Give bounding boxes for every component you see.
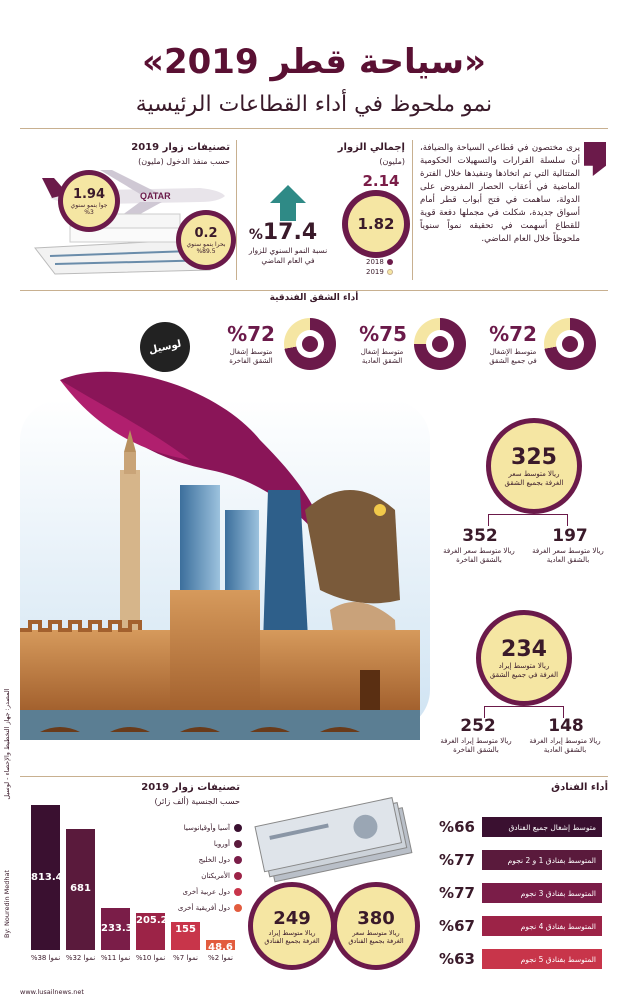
page-title: «سياحة قطر 2019» xyxy=(142,42,486,82)
growth-value: %17.4 xyxy=(248,220,318,245)
luxury-revenue-value: 252 xyxy=(460,716,496,736)
intro-text: يرى مختصون في قطاعي السياحة والضيافة، أن سلسلة القرارات والتسهيلات الحكومية المتتالية التي تم اتخاذها وتنفيذها خلال الفترة الماضية في أعقاب الحصار المفروض على الدولة، ساهمت في فتح أبواب قطر أمام أسواق جديدة، شكلت في مجملها دفعة قوية للقطاع أسهمت في تحقيقه نمواً سنوياً ملحوظاً خلال العام الماضي. xyxy=(420,143,580,244)
occupancy-label-3: متوسط إشغال الشقق الفاخرة xyxy=(229,348,273,365)
bottom-divider xyxy=(20,776,608,777)
occupancy-title: أداء الشقق الفندقية xyxy=(269,293,359,303)
hotel-label-all: متوسط إشغال جميع الفنادق xyxy=(482,817,602,837)
hotel-rate-label: ريالا متوسط سعر الغرفة بجميع الفنادق xyxy=(348,928,404,945)
legend-gulf: دول الخليج xyxy=(199,856,242,864)
avg-revenue-value: 234 xyxy=(501,636,547,662)
legend-europe: أوروبا xyxy=(214,840,242,848)
total-visitors-title: إجمالي الزوار xyxy=(337,142,405,153)
banknotes-icon xyxy=(248,792,426,892)
occupancy-pct-3: %72 xyxy=(227,322,275,346)
byline-text: By: Nouredin Medhat xyxy=(3,869,11,939)
entry-subtitle: حسب منفذ الدخول (مليون) xyxy=(138,157,230,166)
bar-value-label-6: 48.6 xyxy=(208,942,233,953)
airline-name: QATAR xyxy=(140,191,171,201)
normal-revenue-value: 148 xyxy=(548,716,584,736)
bar-value-label-2: 681 xyxy=(70,883,91,895)
sea-label: بحرا بنمو سنوي 89.5% xyxy=(186,240,226,255)
hotel-row-1-2-stars xyxy=(432,849,602,871)
avg-revenue-label: ريالا متوسط إيراد الغرفة في جميع الشقق xyxy=(489,661,559,679)
entry-title: تصنيفات زوار 2019 xyxy=(131,142,230,153)
legend-other-arab: دول عربية أخرى xyxy=(183,888,243,896)
donut-2-core xyxy=(432,336,448,352)
luxury-rate-label: ريالا متوسط سعر الغرفة بالشقق الفاخرة xyxy=(443,547,515,564)
luxury-revenue-label: ريالا متوسط إيراد الغرفة بالشقق الفاخرة xyxy=(440,737,512,754)
hotel-rate-value: 380 xyxy=(357,907,395,929)
lusail-stamp: لوسيل xyxy=(135,317,194,376)
hotel-label-4: المتوسط بفنادق 4 نجوم xyxy=(482,916,602,936)
bar-value-label-4: 205.2 xyxy=(136,915,168,927)
legend-other-africa: دول أفريقية أخرى xyxy=(178,904,242,912)
hotel-row-all xyxy=(432,816,602,838)
nationality-subtitle: حسب الجنسية (ألف زائر) xyxy=(154,797,240,806)
hotel-revenue-circle xyxy=(248,882,336,970)
bar-growth-label-1: %38 نموا xyxy=(30,954,61,962)
nationality-bar-chart xyxy=(28,800,238,990)
bar-growth-label-5: %7 نموا xyxy=(173,954,198,962)
legend-americas: الأمريكتان xyxy=(201,872,242,880)
bar-value-label-1: 813.4 xyxy=(31,871,63,883)
hotel-revenue-value: 249 xyxy=(273,907,311,929)
page-subtitle: نمو ملحوظ في أداء القطاعات الرئيسية xyxy=(135,92,493,117)
luxury-rate-value: 352 xyxy=(462,526,498,546)
normal-revenue-label: ريالا متوسط إيراد الغرفة بالشقق العادية xyxy=(529,737,601,754)
site-url[interactable]: www.lusailnews.net xyxy=(20,988,84,996)
qatar-landmarks-illustration xyxy=(0,360,440,770)
occupancy-pct-1: %72 xyxy=(489,322,537,346)
hotel-label-3: المتوسط بفنادق 3 نجوم xyxy=(482,883,602,903)
bar-value-label-5: 155 xyxy=(175,924,196,936)
occupancy-pct-2: %75 xyxy=(359,322,407,346)
growth-arrow-icon xyxy=(268,183,308,223)
hotel-row-3-stars xyxy=(432,882,602,904)
visitors-divider xyxy=(236,140,237,280)
hotel-label-5: المتوسط بفنادق 5 نجوم xyxy=(482,949,602,969)
hotel-pct-5: %63 xyxy=(439,950,475,968)
visitors-2018-value: 1.82 xyxy=(357,215,395,233)
normal-rate-label: ريالا متوسط سعر الغرفة بالشقق العادية xyxy=(532,547,604,564)
visitors-2019-value: 2.14 xyxy=(362,172,400,190)
header-divider xyxy=(20,128,608,129)
avg-rate-value: 325 xyxy=(511,444,557,470)
occupancy-label-1: متوسط الإشغال في جميع الشقق xyxy=(489,348,537,365)
donut-3-core xyxy=(302,336,318,352)
rate-connector xyxy=(488,514,568,526)
bar-growth-label-4: %10 نموا xyxy=(135,954,166,962)
hotel-row-4-stars xyxy=(432,915,602,937)
growth-label: نسبة النمو السنوي للزوار في العام الماضي xyxy=(248,246,328,265)
quote-mark xyxy=(584,142,606,176)
occupancy-label-2: متوسط إشغال الشقق العادية xyxy=(360,348,404,365)
legend-2018: 2018 xyxy=(366,258,393,266)
visitors-2018-circle xyxy=(348,196,404,252)
avg-rate-label: ريالا متوسط سعر الغرفة بجميع الشقق xyxy=(504,469,564,487)
nationality-title: تصنيفات زوار 2019 xyxy=(141,782,240,793)
air-circle xyxy=(63,175,115,227)
legend-asia: آسيا وأوقيانوسيا xyxy=(184,824,242,832)
source-text: المصدر: جهاز التخطيط والإحصاء - لوسيل xyxy=(3,688,11,800)
hotel-row-5-stars xyxy=(432,948,602,970)
bar-growth-label-6: %2 نموا xyxy=(208,954,233,962)
hotel-label-1-2: المتوسط بفنادق 1 و 2 نجوم xyxy=(482,850,602,870)
bar-growth-label-3: %11 نموا xyxy=(100,954,131,962)
section-divider xyxy=(20,290,608,291)
avg-revenue-circle xyxy=(476,610,572,706)
avg-rate-circle xyxy=(486,418,582,514)
total-visitors-unit: (مليون) xyxy=(379,157,405,166)
intro-divider xyxy=(412,140,413,280)
hotels-title: أداء الفنادق xyxy=(551,782,608,793)
air-label: جوا بنمو سنوي 3% xyxy=(70,201,108,216)
legend-2019: 2019 xyxy=(366,268,393,276)
hotel-pct-3: %77 xyxy=(439,884,475,902)
donut-1-core xyxy=(562,336,578,352)
hotel-rate-circle xyxy=(332,882,420,970)
bar-value-label-3: 233.3 xyxy=(101,923,133,935)
hotel-pct-1-2: %77 xyxy=(439,851,475,869)
air-value: 1.94 xyxy=(72,186,106,202)
sea-value: 0.2 xyxy=(194,225,218,241)
normal-rate-value: 197 xyxy=(552,526,588,546)
hotel-revenue-label: ريالا متوسط إيراد الغرفة بجميع الفنادق xyxy=(264,928,320,945)
hotel-pct-all: %66 xyxy=(439,818,475,836)
sea-circle xyxy=(181,215,231,265)
bar-growth-label-2: %32 نموا xyxy=(65,954,96,962)
hotel-pct-4: %67 xyxy=(439,917,475,935)
